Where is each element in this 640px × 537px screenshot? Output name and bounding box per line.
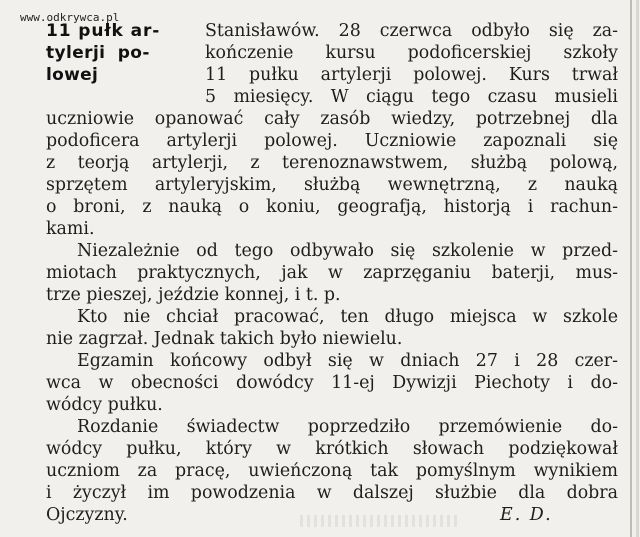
- body-line: Stanisławów. 28 czerwca odbyło się za-: [205, 21, 618, 41]
- body-line: i życzył im powodzenia w dalszej służbie dla dobra: [46, 483, 618, 503]
- body-line: wca w obecności dowódcy 11-ej Dywizji Piechoty i do-: [46, 373, 618, 393]
- author-signature: E. D.: [500, 505, 553, 525]
- body-line: uczniowie opanować cały zasób wiedzy, potrzebnej dla: [46, 109, 618, 129]
- headline-line: 11 pułk ar-: [46, 21, 161, 41]
- body-line: miotach praktycznych, jak w zaprzęganiu baterji, mus-: [46, 263, 618, 283]
- body-line: 5 miesięcy. W ciągu tego czasu musieli: [205, 87, 618, 107]
- bleed-through-shadow: [300, 515, 460, 527]
- body-line: 11 pułku artylerji polowej. Kurs trwał: [205, 65, 618, 85]
- body-line: wódcy pułku, który w krótkich słowach podziękował: [46, 439, 618, 459]
- body-line: podoficera artylerji polowej. Uczniowie zapoznali się: [46, 131, 618, 151]
- body-line: wódcy pułku.: [46, 395, 163, 415]
- page-edge-shadow-outer: [636, 0, 639, 537]
- page-edge-shadow: [630, 0, 632, 537]
- body-line: trze pieszej, jeździe konnej, i t. p.: [46, 285, 341, 305]
- body-line: o broni, z nauką o koniu, geografją, historją i rachun-: [46, 197, 618, 217]
- headline-line: lowej: [46, 65, 99, 85]
- body-line: Rozdanie świadectw poprzedziło przemówienie do-: [77, 417, 618, 437]
- body-line: Kto nie chciał pracować, ten długo miejsca w szkole: [77, 307, 618, 327]
- body-line: uczniom za pracę, uwieńczoną tak pomyślnym wynikiem: [46, 461, 618, 481]
- body-line: Niezależnie od tego odbywało się szkolenie w przed-: [77, 241, 618, 261]
- body-line: kami.: [46, 219, 95, 239]
- headline-line: tylerji po-: [46, 43, 150, 63]
- body-line: nie zagrzał. Jednak takich było niewielu.: [46, 329, 403, 349]
- body-line: Egzamin końcowy odbył się w dniach 27 i 28 czer-: [77, 351, 618, 371]
- body-line: z teorją artylerji, z terenoznawstwem, służbą polową,: [46, 153, 618, 173]
- body-line: kończenie kursu podoficerskiej szkoły: [205, 43, 618, 63]
- watermark: www.odkrywca.pl: [20, 11, 120, 24]
- body-line: Ojczyzny.: [46, 505, 128, 525]
- article-headline: [46, 20, 196, 86]
- body-line: sprzętem artyleryjskim, służbą wewnętrzną, z nauką: [46, 175, 618, 195]
